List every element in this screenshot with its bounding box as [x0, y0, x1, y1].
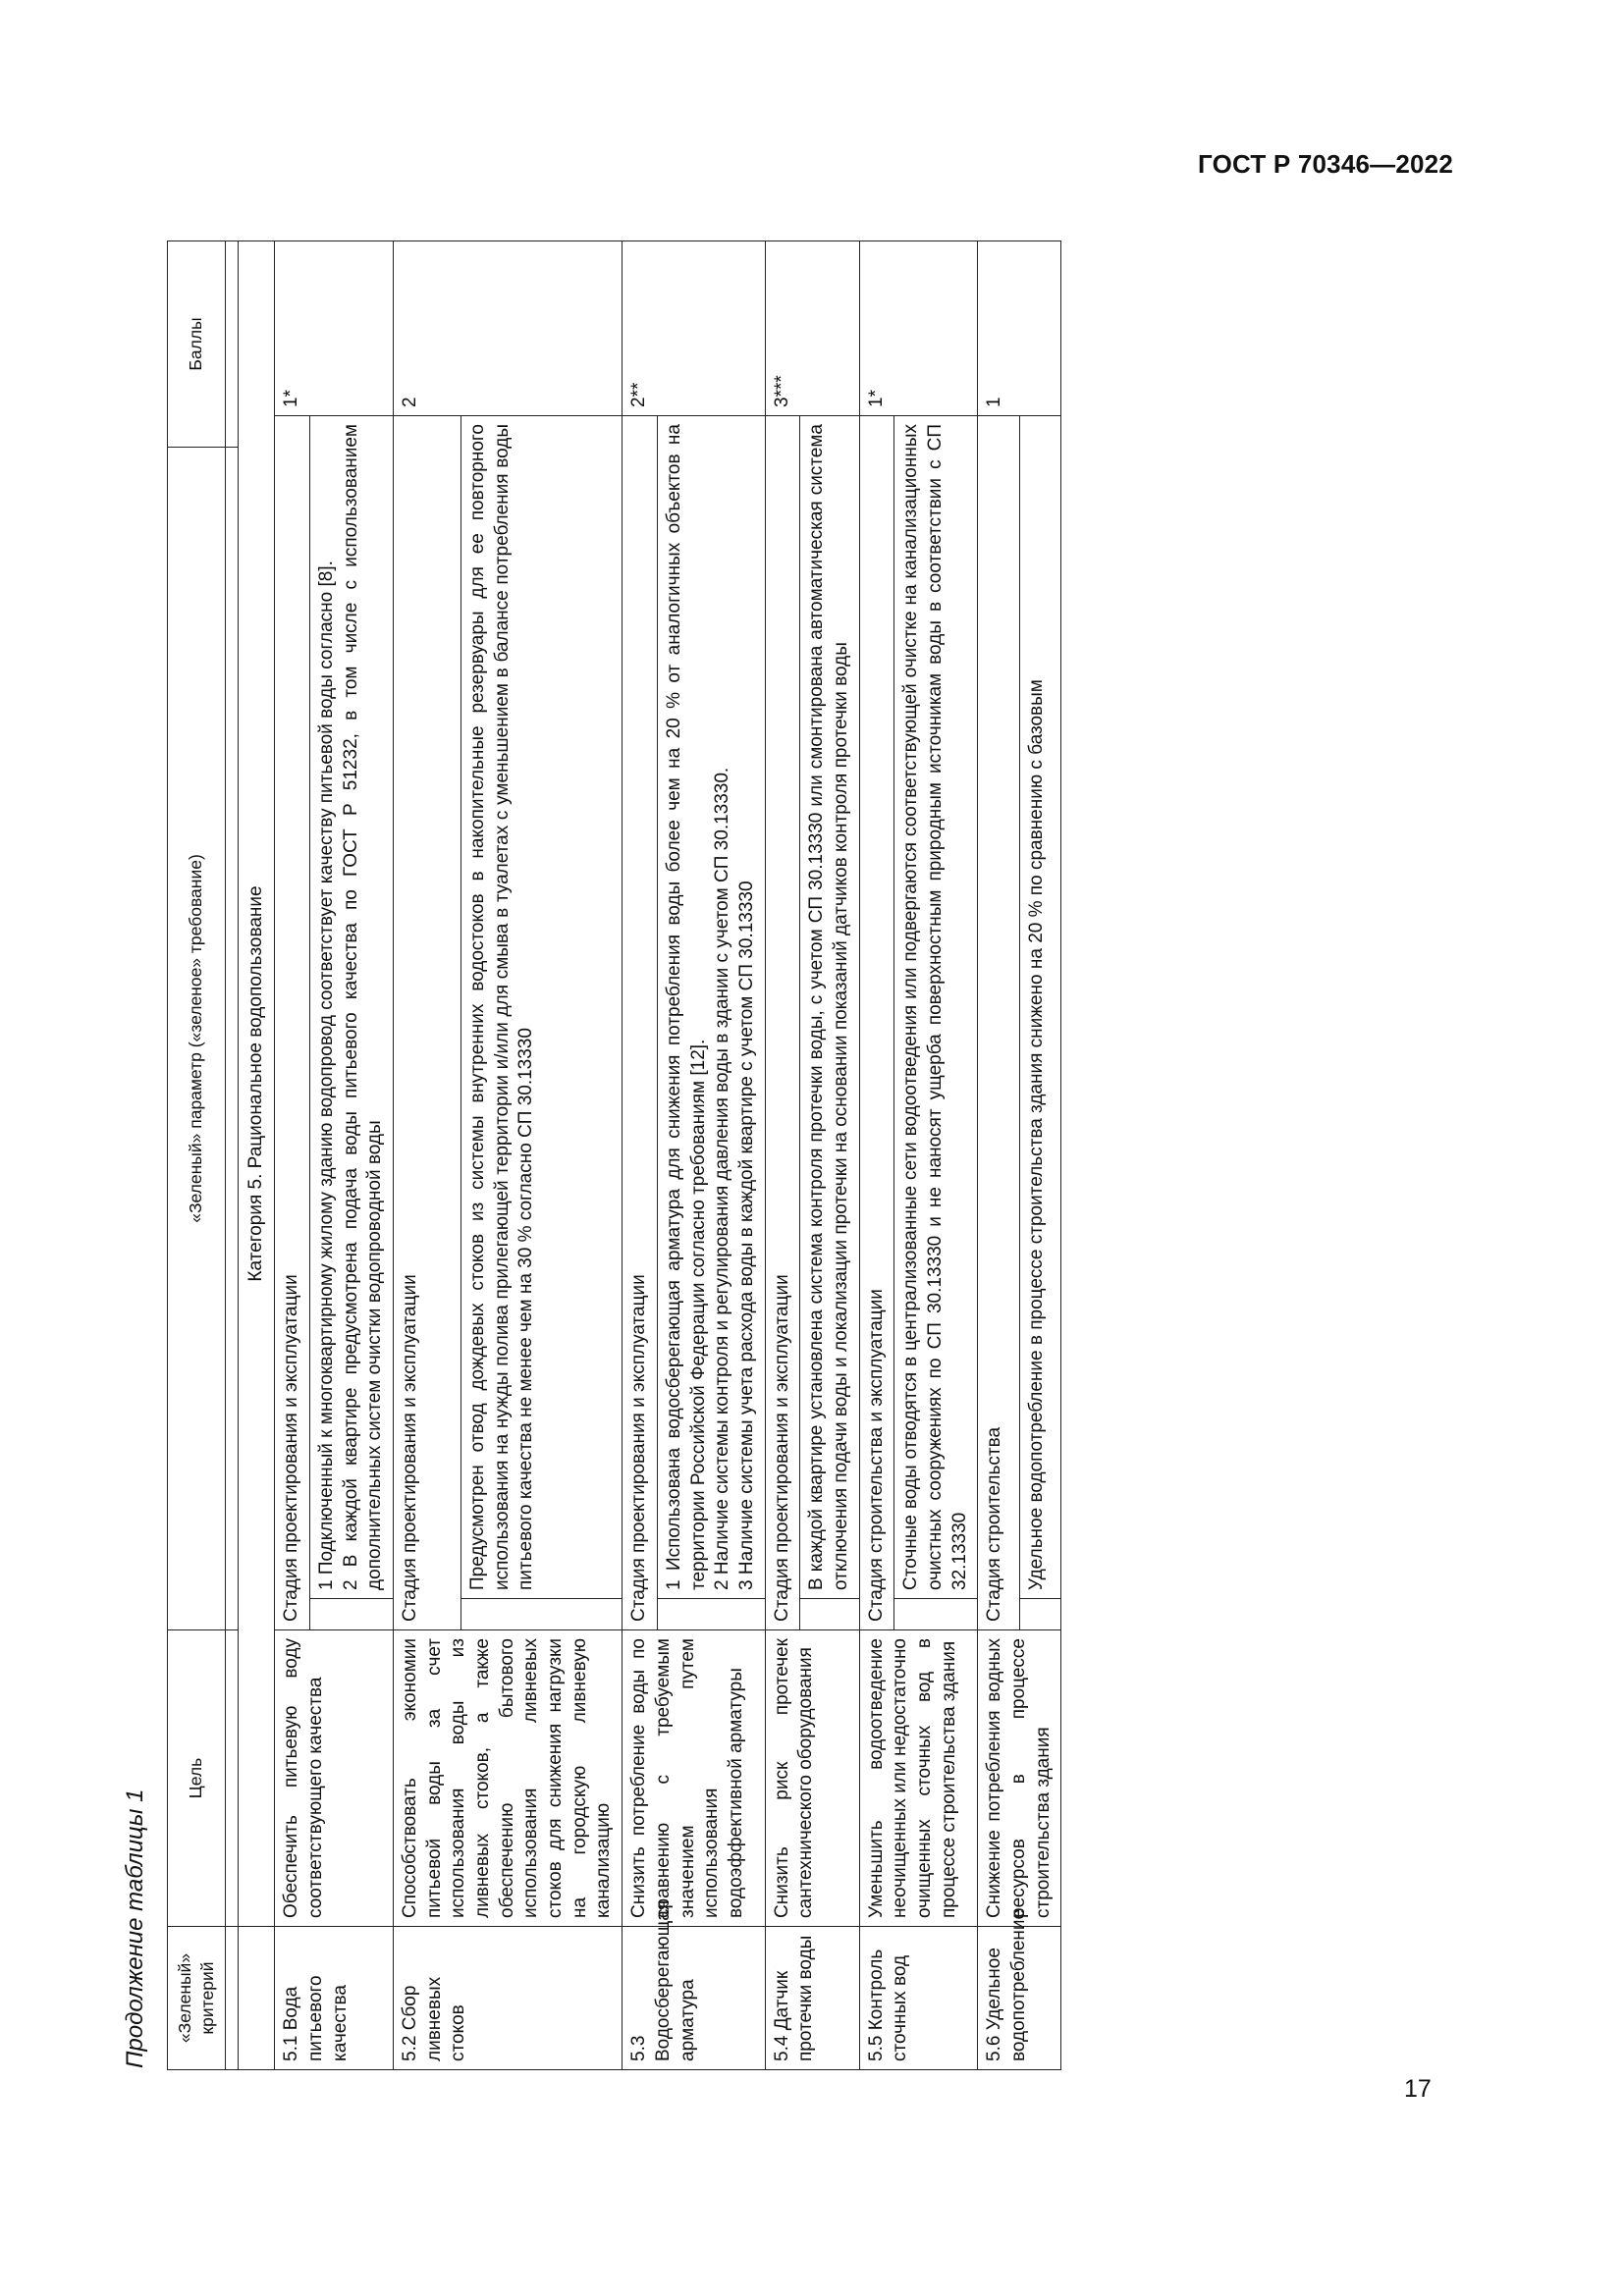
criterion-cell: 5.5 Контроль сточных вод [859, 1927, 978, 2070]
criterion-cell: 5.1 Вода питьевого качества [275, 1927, 394, 2070]
score-cell: 1 [978, 241, 1061, 416]
score-cell: 1* [275, 241, 394, 416]
table-row [275, 241, 310, 2070]
stage-cell: Стадия проектирования и эксплуатации [393, 416, 460, 1630]
requirement-line: 2 Наличие системы контроля и регулирования давления воды в здании с учетом СП 30.13330. [712, 767, 733, 1590]
table-row [859, 241, 894, 2070]
table-row [623, 241, 658, 2070]
rotated-table-area [118, 241, 1386, 2070]
stage-cell: Стадия проектирования и эксплуатации [623, 416, 658, 1630]
stage-cell: Стадия строительства [978, 416, 1020, 1630]
requirement-cell [460, 416, 622, 1599]
requirement-line: Сточные воды отводятся в централизованные сети водоотведения или подвергаются соответствующей очистке на канализационных очистных сооружениях по СП 30.13330 и не наносят ущерба поверхностным природным источникам воды в соответствии с СП 32.13330 [900, 424, 970, 1590]
page-number: 17 [1404, 2075, 1432, 2103]
goal-cell: Снизить риск протечек сантехнического оборудования [765, 1630, 859, 1927]
table-row [978, 241, 1020, 2070]
stage-cell: Стадия проектирования и эксплуатации [275, 416, 310, 1630]
requirement-line: Удельное водопотребление в процессе строительства здания снижено на 20 % по сравнению с базовым [1025, 679, 1047, 1590]
category-title: Категория 5. Рациональное водопользование [238, 241, 275, 1927]
table-row [765, 241, 800, 2070]
requirement-cell [800, 416, 859, 1599]
criterion-cell: 5.3 Водосберегающая арматура [623, 1927, 765, 2070]
requirement-cell [657, 416, 765, 1599]
requirement-line: 1 Использована водосберегающая арматура для снижения потребления воды более чем на 20 % от аналогичных объектов на территории Российской Федерации согласно требованиям [12]. [663, 424, 709, 1590]
goal-cell: Обеспечить питьевую воду соответствующего качества [275, 1630, 394, 1927]
goal-cell: Снижение потребления водных ресурсов в процессе строительства здания [978, 1630, 1061, 1927]
goal-cell: Снизить потребление воды по сравнению с требуемым значением путем использования водоэффективной арматуры [623, 1630, 765, 1927]
requirements-table [167, 240, 1061, 2070]
standard-code: ГОСТ Р 70346—2022 [1198, 149, 1453, 179]
score-cell: 3*** [765, 241, 859, 416]
header-goal: Цель [168, 1630, 226, 1927]
score-cell: 1* [859, 241, 978, 416]
table-caption: Продолжение таблицы 1 [122, 1789, 148, 2068]
stage-cell: Стадия строительства и эксплуатации [859, 416, 894, 1630]
stage-cell: Стадия проектирования и эксплуатации [765, 416, 800, 1630]
header-parameter: «Зеленый» параметр («зеленое» требование) [168, 448, 226, 1630]
requirement-cell [1019, 416, 1061, 1599]
goal-cell: Уменьшить водоотведение неочищенных или недостаточно очищенных сточных вод в процессе строительства здания [859, 1630, 978, 1927]
requirement-line: 2 В каждой квартире предусмотрена подача воды питьевого качества по ГОСТ Р 51232, в том числе с использованием дополнительных систем очистки водопроводной воды [340, 424, 386, 1590]
category-row [238, 241, 275, 2070]
goal-cell: Способствовать экономии питьевой воды за счет использования воды из ливневых стоков, а также обеспечению бытового использования ливневых стоков для снижения нагрузки на городскую ливневую канализацию [393, 1630, 622, 1927]
score-cell: 2** [623, 241, 765, 416]
header-gap-row [225, 241, 238, 2070]
criterion-cell: 5.6 Удельное водопотребление [978, 1927, 1061, 2070]
requirement-line: В каждой квартире установлена система контроля протечки воды, с учетом СП 30.13330 или смонтирована автоматическая система отключения подачи воды и локализации протечки на основании показаний датчиков контроля протечки воды [806, 424, 851, 1590]
requirement-cell [309, 416, 393, 1599]
requirement-line: 1 Подключенный к многоквартирному жилому зданию водопровод соответствует качеству питьевой воды согласно [8]. [315, 561, 337, 1590]
requirement-cell [894, 416, 978, 1599]
table-header-row [168, 241, 226, 2070]
criterion-cell: 5.4 Датчик протечки воды [765, 1927, 859, 2070]
requirement-line: Предусмотрен отвод дождевых стоков из системы внутренних водостоков в накопительные резервуары для ее повторного использования на нужды полива прилегающей территории и/или для смыва в туалетах с уменьшением в балансе потребления воды питьевого качества не менее чем на 30 % согласно СП 30.13330 [466, 424, 537, 1590]
header-criterion: «Зеленый» критерий [168, 1927, 226, 2070]
criterion-cell: 5.2 Сбор ливневых стоков [393, 1927, 622, 2070]
landscape-sheet [118, 241, 1386, 2070]
table-row [393, 241, 460, 2070]
score-cell: 2 [393, 241, 622, 416]
requirement-line: 3 Наличие системы учета расхода воды в каждой квартире с учетом СП 30.13330 [735, 881, 757, 1590]
header-score: Баллы [168, 241, 226, 448]
